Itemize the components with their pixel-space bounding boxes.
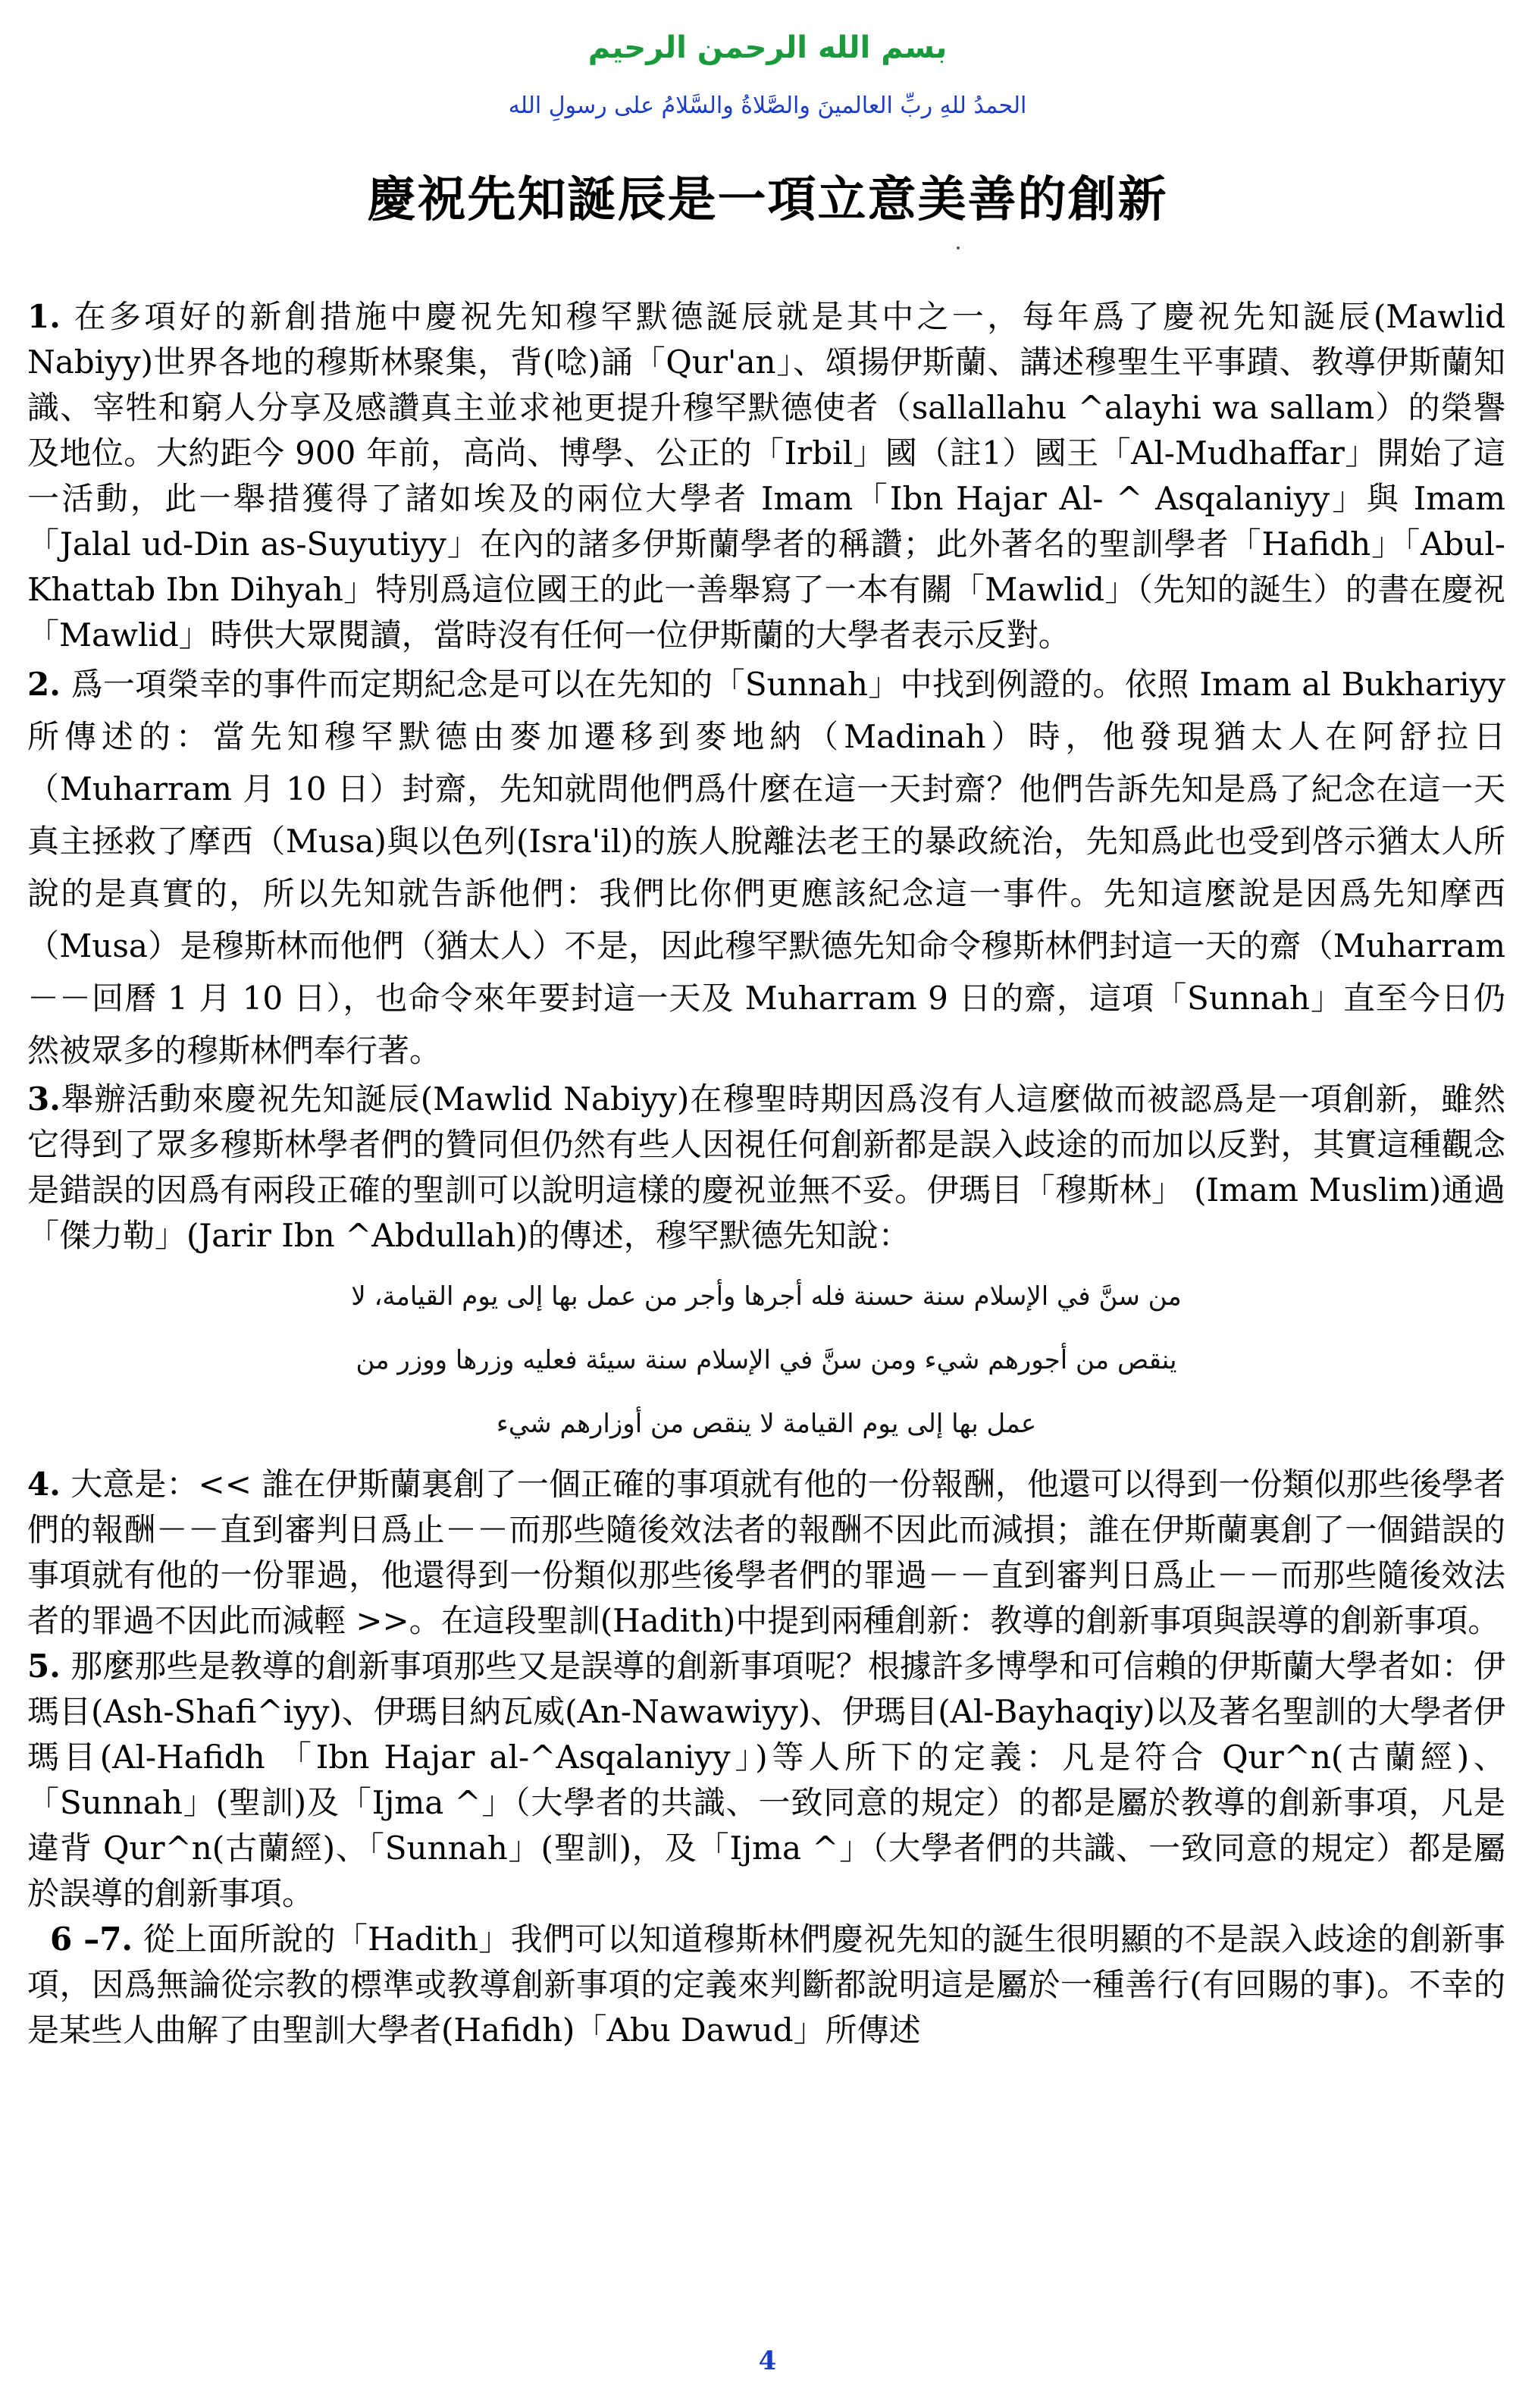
paragraph-number: 1. (27, 298, 61, 335)
paragraph-4 (27, 1462, 1505, 1644)
arabic-line: عمل بها إلى يوم القيامة لا ينقص من أوزارهم شيء (496, 1409, 1037, 1439)
paragraph-5 (27, 1644, 1505, 1917)
hamd-line: الحمدُ للهِ ربِّ العالمينَ والصَّلاةُ والسَّلامُ على رسولِ الله (508, 92, 1027, 119)
arabic-line: ينقص من أجورهم شيء ومن سنَّ في الإسلام سنة سيئة فعليه وزرها ووزر من (356, 1345, 1177, 1375)
paragraph-number: 5. (27, 1648, 61, 1685)
paragraph-text: 舉辦活動來慶祝先知誕辰(Mawlid Nabiyy)在穆聖時期因爲沒有人這麼做而被認爲是一項創新，雖然它得到了眾多穆斯林學者們的贊同但仍然有些人因視任何創新都是誤入歧途的而加以反對，其實這種觀念是錯誤的因爲有兩段正確的聖訓可以說明這樣的慶祝並無不妥。伊瑪目「穆斯林」 (Imam Muslim)通過「傑力勒」(Jarir Ibn ^Abdullah)的傳述，穆罕默德先知說： (27, 1080, 1505, 1254)
paragraph-3 (27, 1077, 1505, 1259)
arabic-line: من سنَّ في الإسلام سنة حسنة فله أجرها وأجر من عمل بها إلى يوم القيامة، لا (351, 1281, 1182, 1312)
paragraph-number: 6 –7. (50, 1920, 133, 1958)
page-title: 慶祝先知誕辰是一項立意美善的創新 (367, 171, 1168, 228)
paragraph-text: 爲一項榮幸的事件而定期紀念是可以在先知的「Sunnah」中找到例證的。依照 Imam al Bukhariyy 所傳述的：當先知穆罕默德由麥加遷移到麥地納（Madinah）時，他發現猶太人在阿舒拉日（Muharram 月 10 日）封齋，先知就問他們爲什麼在這一天封齋？他們告訴先知是爲了紀念在這一天 真主拯救了摩西（Musa)與以色列(Isra'il)的族人脫離法老王的暴政統治，先知爲此也受到啓示猶太人所說的是真實的，所以先知就告訴他們：我們比你們更應該紀念這一事件。先知這麼說是因爲先知摩西（Musa）是穆斯林而他們（猶太人）不是，因此穆罕默德先知命令穆斯林們封這一天的齋（Muharram－－回曆 1 月 10 日），也命令來年要封這一天及 Muharram 9 日的齋，這項「Sunnah」直至今日仍然被眾多的穆斯林們奉行著。 (27, 666, 1505, 1069)
body-text (27, 294, 1505, 2053)
paragraph-number: 2. (27, 666, 61, 703)
arabic-hadith-quote (27, 1265, 1505, 1456)
paragraph-1 (27, 294, 1505, 658)
paragraph-text: 那麼那些是教導的創新事項那些又是誤導的創新事項呢？根據許多博學和可信賴的伊斯蘭大學者如：伊瑪目(Ash-Shafi^iyy)、伊瑪目納瓦威(An-Nawawiyy)、伊瑪目(Al-Bayhaqiy)以及著名聖訓的大學者伊瑪目(Al-Hafidh 「Ibn Hajar al-^Asqalaniyy」)等人所下的定義：凡是符合 Qur^n(古蘭經)、「Sunnah」(聖訓)及「Ijma ^」（大學者的共識、一致同意的規定）的都是屬於教導的創新事項，凡是違背 Qur^n(古蘭經)、「Sunnah」(聖訓)，及「Ijma ^」（大學者們的共識、一致同意的規定）都是屬於誤導的創新事項。 (27, 1648, 1505, 1912)
page-number: 4 (758, 2346, 777, 2376)
paragraph-text: 從上面所說的「Hadith」我們可以知道穆斯林們慶祝先知的誕生很明顯的不是誤入歧途的創新事項，因爲無論從宗教的標準或教導創新事項的定義來判斷都說明這是屬於一種善行(有回賜的事)。不幸的是某些人曲解了由聖訓大學者(Hafidh)「Abu Dawud」所傳述 (27, 1920, 1505, 2049)
basmala-heading: بسم الله الرحمن الرحيم (587, 30, 948, 65)
paragraph-text: 大意是：<< 誰在伊斯蘭裏創了一個正確的事項就有他的一份報酬，他還可以得到一份類似那些後學者們的報酬－－直到審判日爲止－－而那些隨後效法者的報酬不因此而減損；誰在伊斯蘭裏創了一個錯誤的事項就有他的一份罪過，他還得到一份類似那些後學者們的罪過－－直到審判日爲止－－而那些隨後效法者的罪過不因此而減輕 >>。在這段聖訓(Hadith)中提到兩種創新：教導的創新事項與誤導的創新事項。 (27, 1466, 1505, 1639)
stray-mark (957, 246, 960, 249)
paragraph-number: 4. (27, 1466, 61, 1503)
paragraph-6-7 (27, 1917, 1505, 2053)
paragraph-number: 3. (27, 1080, 61, 1118)
paragraph-2 (27, 658, 1505, 1077)
paragraph-text: 在多項好的新創措施中慶祝先知穆罕默德誕辰就是其中之一，每年爲了慶祝先知誕辰(Mawlid Nabiyy)世界各地的穆斯林聚集，背(唸)誦「Qur'an」、頌揚伊斯蘭、講述穆聖生平事蹟、教導伊斯蘭知識、宰牲和窮人分享及感讚真主並求祂更提升穆罕默德使者（sallallahu ^alayhi wa sallam）的榮譽及地位。大約距今 900 年前，高尚、博學、公正的「Irbil」國（註1）國王「Al-Mudhaffar」開始了這一活動，此一舉措獲得了諸如埃及的兩位大學者 Imam「Ibn Hajar Al- ^ Asqalaniyy」與 Imam「Jalal ud-Din as-Suyutiyy」在內的諸多伊斯蘭學者的稱讚；此外著名的聖訓學者「Hafidh」「Abul-Khattab Ibn Dihyah」特別爲這位國王的此一善舉寫了一本有關「Mawlid」（先知的誕生）的書在慶祝「Mawlid」時供大眾閱讀，當時沒有任何一位伊斯蘭的大學者表示反對。 (27, 298, 1505, 654)
